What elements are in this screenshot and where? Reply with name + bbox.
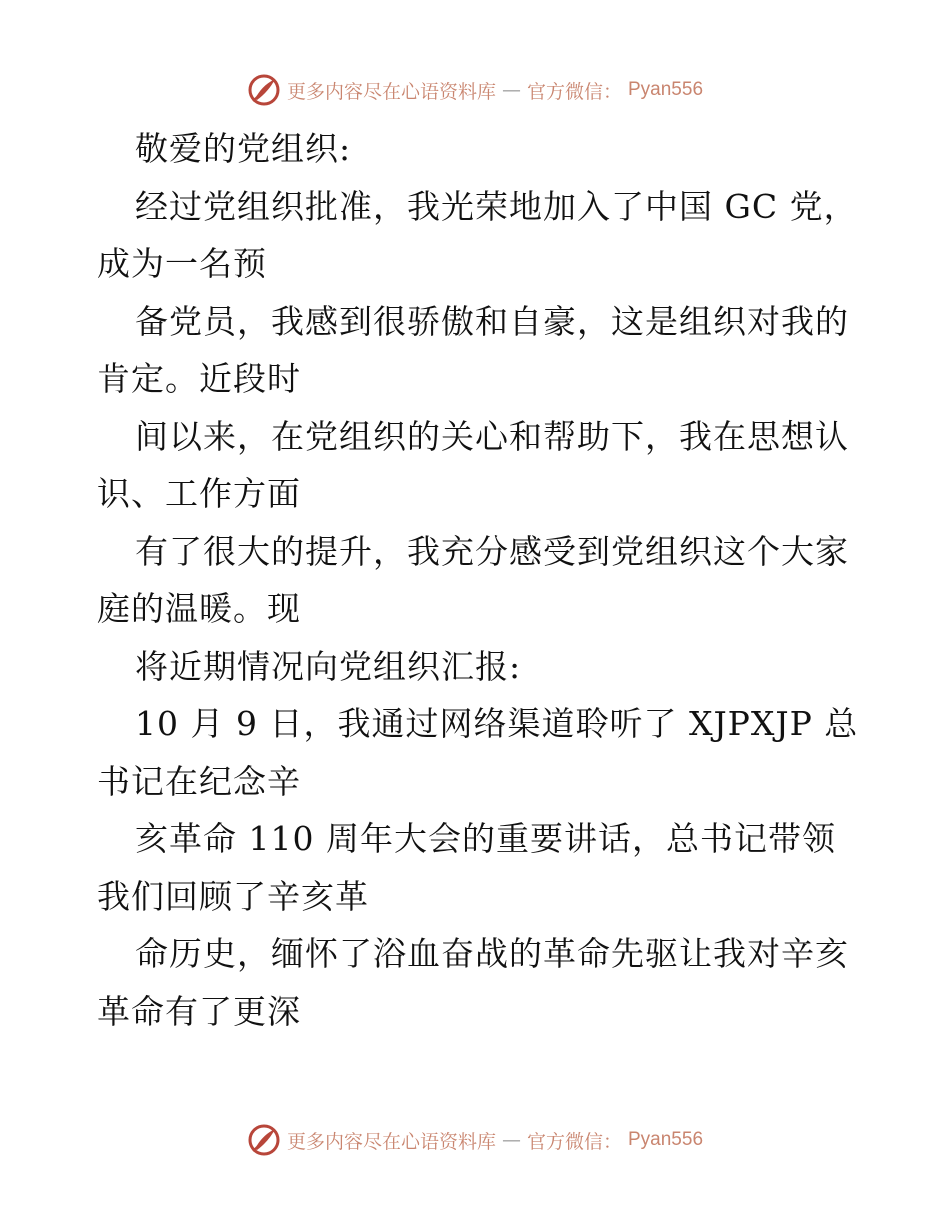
text-line: 备党员，我感到很骄傲和自豪，这是组织对我的: [135, 301, 849, 341]
text-line: 庭的温暖。现: [97, 589, 301, 628]
text-line: 10 月 9 日，我通过网络渠道聆听了 XJPXJP 总: [135, 704, 859, 743]
document-body: [97, 120, 857, 1040]
banner-dash: —: [501, 79, 521, 101]
text-line: 有了很大的提升，我充分感受到党组织这个大家: [135, 531, 849, 571]
banner-wechat-label: 官方微信：: [526, 1130, 622, 1153]
feather-pen-logo-icon: [247, 73, 281, 107]
header-banner: [0, 70, 950, 110]
text-line: 我们回顾了辛亥革: [97, 876, 369, 916]
banner-dash: —: [501, 1129, 521, 1151]
feather-pen-logo-icon: [247, 1123, 281, 1157]
text-line: 经过党组织批准，我光荣地加入了中国 GC 党，: [135, 186, 858, 226]
text-line: 将近期情况向党组织汇报:: [135, 646, 522, 686]
banner-wechat-id: Pyan556: [628, 79, 704, 100]
banner-wechat-label: 官方微信：: [526, 80, 622, 103]
banner-text: 更多内容尽在心语资料库: [286, 80, 496, 103]
text-line: 识、工作方面: [97, 474, 301, 513]
banner-text: 更多内容尽在心语资料库: [286, 1130, 496, 1153]
text-line: 间以来，在党组织的关心和帮助下，我在思想认: [135, 416, 849, 456]
text-line: 命历史，缅怀了浴血奋战的革命先驱让我对辛亥: [135, 934, 849, 973]
text-line: 成为一名预: [97, 244, 267, 283]
text-line: 亥革命 110 周年大会的重要讲话，总书记带领: [135, 819, 836, 858]
text-line: 书记在纪念辛: [97, 761, 301, 801]
banner-wechat-id: Pyan556: [628, 1129, 704, 1150]
text-line: 敬爱的党组织:: [135, 129, 352, 168]
text-line: 革命有了更深: [97, 991, 301, 1031]
text-line: 肯定。近段时: [97, 359, 301, 398]
footer-banner: [0, 1120, 950, 1160]
